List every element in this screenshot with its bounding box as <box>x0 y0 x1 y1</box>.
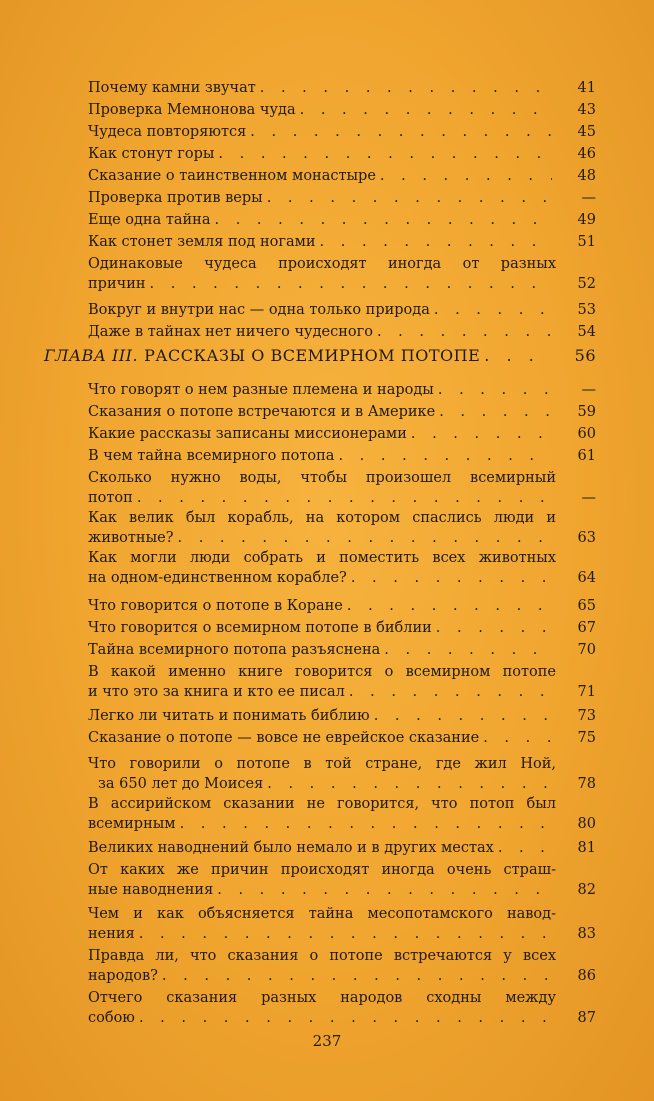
toc-entry-page: 46 <box>577 146 596 162</box>
toc-entry <box>88 618 596 638</box>
toc-entry-title: Сказание о потопе — вовсе не еврейское сказание <box>88 730 480 746</box>
toc-entry <box>88 232 596 252</box>
toc-entry-page: 87 <box>577 1010 596 1026</box>
toc-entry-page: 53 <box>577 302 596 318</box>
toc-entry-title-line1: Как могли люди собрать и поместить всех животных <box>88 550 556 566</box>
toc-entry <box>88 300 596 320</box>
toc-entry-page: 48 <box>577 168 596 184</box>
toc-entry-title-line1: Отчего сказания разных народов сходны между <box>88 990 556 1006</box>
toc-entry-page: — <box>581 190 596 206</box>
toc-entry <box>88 468 596 508</box>
toc-entry-page: 59 <box>577 404 596 420</box>
chapter-page: 56 <box>574 346 596 365</box>
toc-entry-title: Вокруг и внутри нас — одна только природа <box>88 302 430 318</box>
toc-entry <box>88 838 596 858</box>
toc-entry-page: 43 <box>577 102 596 118</box>
toc-entry-title-line2: и что это за книга и кто ее писал <box>88 684 345 700</box>
toc-entry-page: 86 <box>577 968 596 984</box>
toc-entry <box>88 424 596 444</box>
toc-entry-page: 60 <box>577 426 596 442</box>
chapter-heading <box>44 344 596 368</box>
toc-entry <box>88 446 596 466</box>
toc-entry <box>88 640 596 660</box>
toc-entry-title: Проверка Мемнонова чуда <box>88 102 296 118</box>
toc-entry <box>88 728 596 748</box>
toc-entry-page: 63 <box>577 530 596 546</box>
toc-entry-title: Как стонут горы <box>88 146 215 162</box>
toc-entry-title-line2: всемирным <box>88 816 176 832</box>
toc-entry-title: Еще одна тайна <box>88 212 211 228</box>
toc-entry-title: Что говорят о нем разные племена и народы <box>88 382 434 398</box>
toc-entry-title-line2: на одном-единственном корабле? <box>88 570 347 586</box>
toc-entry-page: 51 <box>577 234 596 250</box>
toc-entry-title-line1: В ассирийском сказании не говорится, что потоп был <box>88 796 556 812</box>
toc-entry-title-line2: за 650 лет до Моисея <box>98 776 264 792</box>
toc-entry-title: Сказание о таинственном монастыре <box>88 168 376 184</box>
toc-entry <box>88 402 596 422</box>
toc-entry-title-line2: нения <box>88 926 135 942</box>
toc-entry-page: 71 <box>577 684 596 700</box>
toc-entry <box>88 794 596 834</box>
toc-entry-page: 41 <box>577 80 596 96</box>
toc-entry-page: 82 <box>577 882 596 898</box>
toc-entry-title-line1: Как велик был корабль, на котором спаслись люди и <box>88 510 556 526</box>
toc-entry-title-line2: причин <box>88 276 146 292</box>
toc-entry-page: 52 <box>577 276 596 292</box>
toc-entry-title-line2: народов? <box>88 968 158 984</box>
toc-entry-title: Как стонет земля под ногами <box>88 234 316 250</box>
toc-entry <box>88 706 596 726</box>
toc-entry-title: Что говорится о потопе в Коране <box>88 598 343 614</box>
toc-entry-page: 73 <box>577 708 596 724</box>
toc-entry <box>88 254 596 294</box>
page-number: 237 <box>312 1032 342 1050</box>
toc-entry-page: — <box>581 490 596 506</box>
toc-entry <box>88 100 596 120</box>
toc-entry <box>88 122 596 142</box>
toc-entry-page: — <box>581 382 596 398</box>
chapter-title: РАССКАЗЫ О ВСЕМИРНОМ ПОТОПЕ <box>144 346 481 365</box>
toc-entry-title-line1: Правда ли, что сказания о потопе встречаются у всех <box>88 948 556 964</box>
toc-entry-title-line2: животные? <box>88 530 174 546</box>
toc-entry-title: Тайна всемирного потопа разъяснена <box>88 642 381 658</box>
toc-entry <box>88 508 596 548</box>
toc-entry-page: 81 <box>577 840 596 856</box>
toc-entry-title: Легко ли читать и понимать библию <box>88 708 370 724</box>
toc-entry <box>88 662 596 702</box>
toc-entry <box>88 380 596 400</box>
toc-entry-page: 80 <box>577 816 596 832</box>
toc-entry-page: 67 <box>577 620 596 636</box>
toc-entry <box>88 904 596 944</box>
toc-entry-title-line1: В какой именно книге говорится о всемирном потопе <box>88 664 556 680</box>
toc-entry-title-line1: Сколько нужно воды, чтобы произошел всемирный <box>88 470 556 486</box>
toc-entry-title: Что говорится о всемирном потопе в библии <box>88 620 432 636</box>
toc-entry <box>88 596 596 616</box>
toc-entry-page: 64 <box>577 570 596 586</box>
toc-entry <box>88 322 596 342</box>
toc-entry-title-line2: потоп <box>88 490 133 506</box>
toc-entry-title-line1: Чем и как объясняется тайна месопотамского навод- <box>88 906 556 922</box>
toc-entry <box>88 860 596 900</box>
toc-entry <box>88 188 596 208</box>
toc-entry-page: 45 <box>577 124 596 140</box>
toc-entry <box>88 946 596 986</box>
toc-entry-title: Какие рассказы записаны миссионерами <box>88 426 407 442</box>
toc-entry-title: Даже в тайнах нет ничего чудесного <box>88 324 373 340</box>
toc-entry <box>88 166 596 186</box>
toc-entry-title-line2: собою <box>88 1010 135 1026</box>
toc-entry <box>88 144 596 164</box>
toc-entry-page: 78 <box>577 776 596 792</box>
toc-entry-title: Великих наводнений было немало и в других местах <box>88 840 494 856</box>
toc-entry <box>88 754 596 794</box>
toc-entry-title: Проверка против веры <box>88 190 263 206</box>
toc-entry <box>88 988 596 1028</box>
toc-entry-page: 75 <box>577 730 596 746</box>
toc-entry-title: Чудеса повторяются <box>88 124 247 140</box>
toc-entry <box>88 210 596 230</box>
toc-entry-title: Сказания о потопе встречаются и в Америке <box>88 404 436 420</box>
toc-entry-page: 54 <box>577 324 596 340</box>
toc-entry-title: Почему камни звучат <box>88 80 256 96</box>
toc-entry-page: 70 <box>577 642 596 658</box>
toc-entry-title-line2: ные наводнения <box>88 882 214 898</box>
toc-entry-title-line1: Одинаковые чудеса происходят иногда от разных <box>88 256 556 272</box>
toc-entry <box>88 78 596 98</box>
toc-entry-title-line1: От каких же причин происходят иногда очень страш- <box>88 862 556 878</box>
toc-entry-page: 61 <box>577 448 596 464</box>
toc-entry-title: В чем тайна всемирного потопа <box>88 448 335 464</box>
toc-entry-title-line1: Что говорили о потопе в той стране, где жил Ной, <box>88 756 556 772</box>
toc-entry-page: 65 <box>577 598 596 614</box>
toc-entry <box>88 548 596 588</box>
toc-entry-page: 49 <box>577 212 596 228</box>
chapter-label: ГЛАВА III. <box>44 346 139 365</box>
toc-entry-page: 83 <box>577 926 596 942</box>
